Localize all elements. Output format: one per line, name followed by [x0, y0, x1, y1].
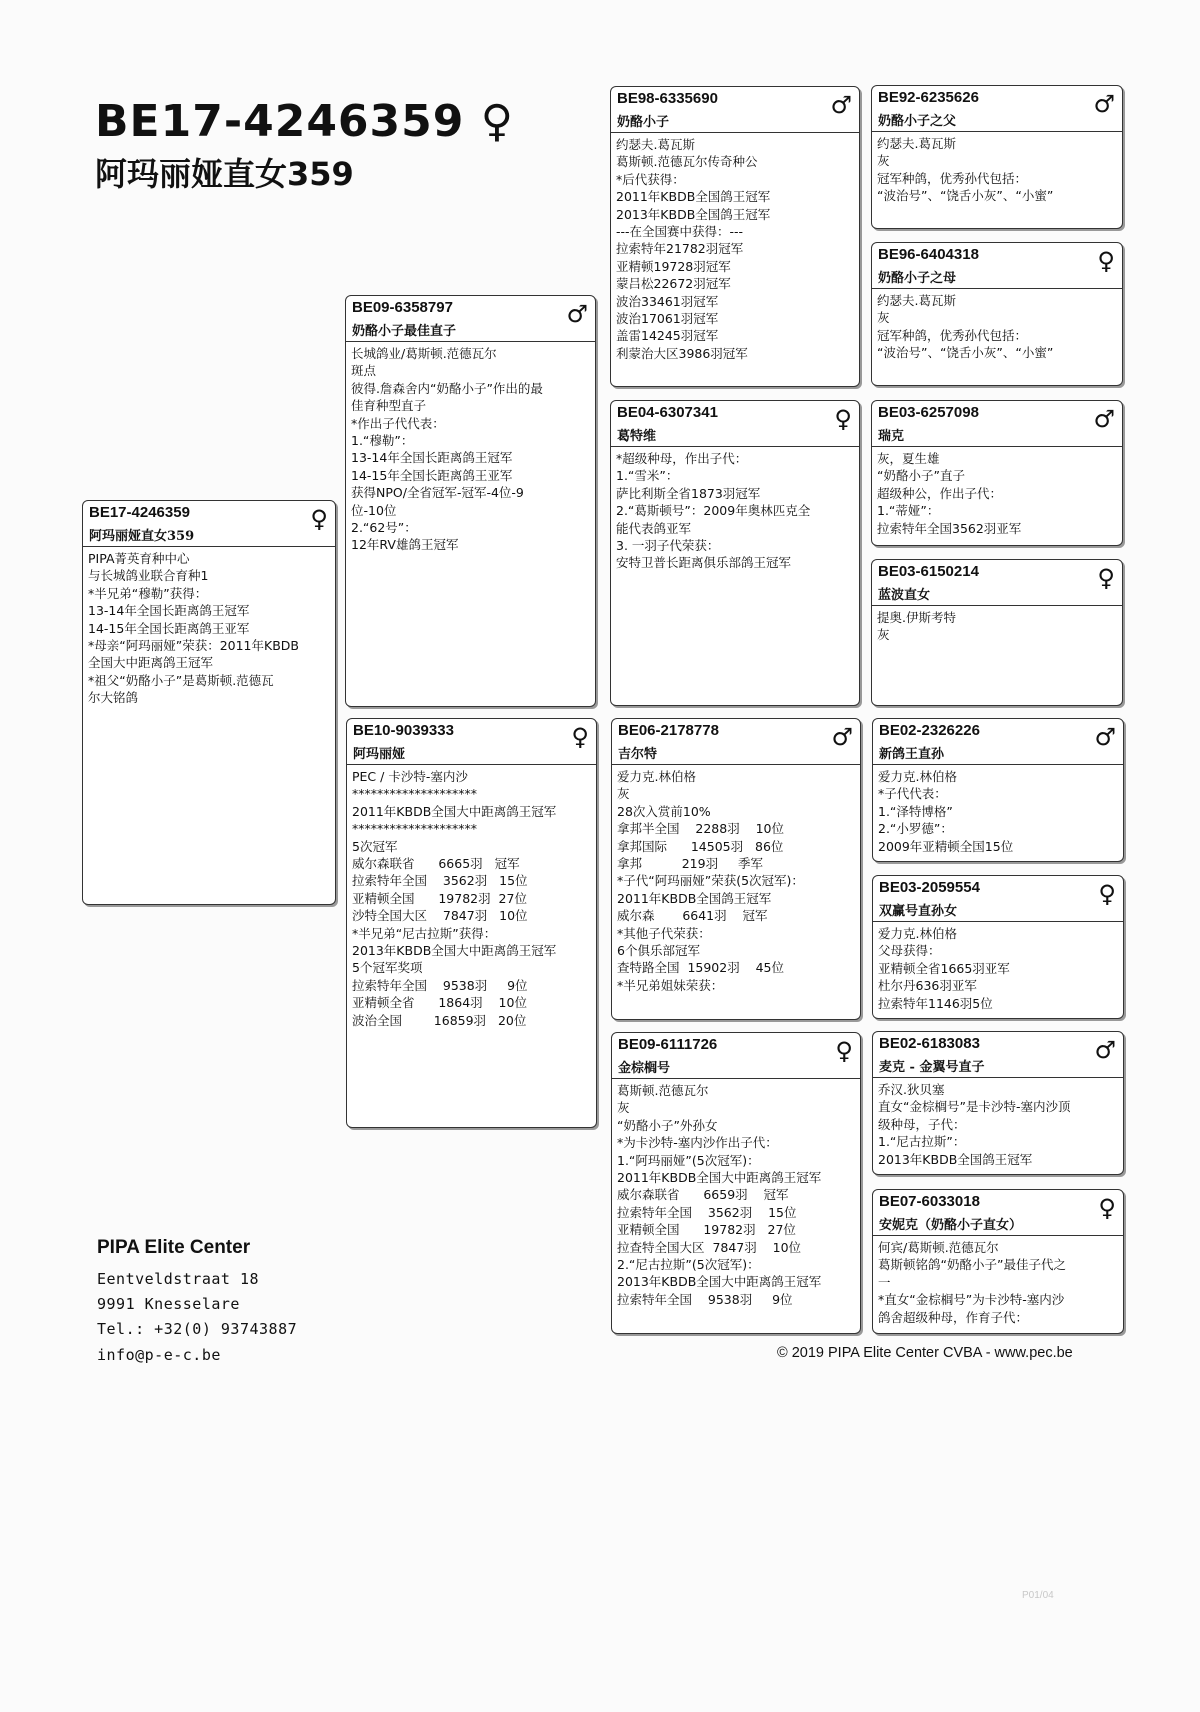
note-line: 亚精顿全省 1864羽 10位: [352, 995, 527, 1011]
note-line: ********************: [352, 821, 477, 837]
note-line: *超级种母，作出子代：: [616, 451, 748, 466]
note-line: *半兄弟“尼古拉斯”获得：: [352, 925, 497, 941]
note-line: 拉索特年21782羽冠军: [616, 241, 744, 257]
card-notes: [83, 547, 335, 709]
note-line: ********************: [352, 786, 477, 802]
note-line: 灰: [617, 1100, 630, 1116]
card-notes: [873, 1236, 1123, 1328]
note-line: *母亲“阿玛丽娅”荣获：2011年KBDB: [88, 638, 299, 654]
pedigree-card-sdd: [871, 559, 1123, 706]
note-line: 超级种公，作出子代：: [877, 485, 1003, 501]
ring-number: BE10-9039333: [353, 722, 454, 739]
note-line: 与长城鸽业联合育种1: [88, 568, 209, 584]
note-line: 佳育种型直子: [351, 398, 427, 414]
female-icon: ♀: [1098, 1194, 1116, 1222]
note-line: 约瑟夫.葛瓦斯: [877, 293, 956, 308]
card-notes: [873, 1078, 1123, 1170]
ring-number: BE03-6257098: [878, 404, 979, 421]
note-line: 拉查特全国大区 7847羽 10位: [617, 1239, 802, 1255]
ring-number: BE02-2326226: [879, 722, 980, 739]
pedigree-card-dam: [346, 718, 597, 1128]
note-line: 葛斯顿.范德瓦尔传奇种公: [616, 154, 758, 170]
note-line: PIPA菁英育种中心: [88, 551, 190, 566]
note-line: 2013年KBDB全国鸽王冠军: [616, 206, 771, 222]
note-line: *子代“阿玛丽娅”荣获(5次冠军)：: [617, 873, 804, 889]
page-code: P01/04: [1022, 1590, 1054, 1601]
note-line: 威尔森联省 6659羽 冠军: [617, 1187, 789, 1203]
note-line: *半兄弟姐妹荣获：: [617, 977, 724, 993]
note-line: 亚精顿19728羽冠军: [616, 258, 731, 274]
note-line: 1.“阿玛丽娅”(5次冠军)：: [617, 1152, 760, 1168]
note-line: 盖雷14245羽冠军: [616, 328, 719, 344]
card-notes: [872, 447, 1122, 539]
card-header: [873, 1032, 1123, 1078]
note-line: 3. 一羽子代荣获：: [616, 538, 720, 554]
note-line: *后代获得：: [616, 171, 685, 187]
ring-number: BE03-6150214: [878, 563, 979, 580]
note-line: 约瑟夫.葛瓦斯: [616, 137, 695, 152]
card-header: [83, 501, 335, 547]
female-icon: ♀: [310, 505, 328, 533]
note-line: 萨比利斯全省1873羽冠军: [616, 485, 761, 501]
female-icon: ♀: [571, 723, 589, 751]
pedigree-card-dds: [872, 1031, 1124, 1175]
note-line: 2013年KBDB全国大中距离鸽王冠军: [352, 943, 557, 959]
note-line: 5次冠军: [352, 838, 398, 854]
header-ring-number: BE17-4246359 ♀: [95, 96, 514, 147]
note-line: 2011年KBDB全国大中距离鸽王冠军: [617, 1170, 822, 1186]
ring-number: BE17-4246359: [89, 504, 190, 521]
note-line: “波治号”、“饶舌小灰”、“小蜜”: [877, 188, 1054, 204]
note-line: 威尔森联省 6665羽 冠军: [352, 856, 520, 872]
bird-name: 蓝波直女: [878, 588, 931, 603]
card-notes: [872, 132, 1122, 207]
card-notes: [873, 765, 1123, 857]
pedigree-card-sire-sire: [610, 86, 860, 387]
bird-name: 双赢号直孙女: [879, 904, 958, 919]
male-icon: ♂: [1093, 405, 1115, 433]
note-line: *祖父“奶酪小子”是葛斯顿.范德瓦: [88, 672, 274, 688]
note-line: 波治17061羽冠军: [616, 311, 719, 327]
female-icon: ♀: [1098, 880, 1116, 908]
pedigree-card-sds: [871, 400, 1123, 546]
note-line: 波治33461羽冠军: [616, 293, 719, 309]
card-header: [612, 1033, 860, 1079]
note-line: 13-14年全国长距离鸽王冠军: [88, 603, 250, 619]
bird-name: 新鸽王直孙: [879, 747, 945, 762]
pedigree-card-subject: [82, 500, 336, 905]
note-line: 1.“雪米”：: [616, 468, 679, 484]
card-header: [611, 401, 859, 447]
male-icon: ♂: [1094, 1036, 1116, 1064]
pedigree-card-dam-dam: [611, 1032, 861, 1334]
note-line: 1.“尼古拉斯”：: [878, 1134, 966, 1150]
bird-name: 吉尔特: [618, 747, 658, 762]
bird-name: 阿玛丽娅直女359: [89, 529, 195, 544]
note-line: 葛斯顿.范德瓦尔: [617, 1083, 709, 1098]
note-line: “波治号”、“饶舌小灰”、“小蜜”: [877, 345, 1054, 361]
card-header: [346, 296, 595, 342]
card-header: [873, 1190, 1123, 1236]
note-line: 12年RV雄鸽王冠军: [351, 537, 459, 553]
ring-number: BE98-6335690: [617, 90, 718, 107]
note-line: 级种母，子代：: [878, 1116, 966, 1132]
header-bird-name: 阿玛丽娅直女359: [95, 155, 354, 193]
note-line: 爱力克.林伯格: [878, 769, 957, 784]
note-line: *半兄弟“穆勒”获得：: [88, 585, 208, 601]
ring-number: BE09-6111726: [618, 1036, 718, 1053]
note-line: 14-15年全国长距离鸽王亚军: [351, 467, 513, 483]
note-line: 灰: [877, 627, 890, 643]
note-line: 2.“62号”：: [351, 520, 417, 536]
note-line: 拉索特年全国 3562羽 15位: [352, 873, 528, 889]
note-line: 2.“小罗德”：: [878, 821, 953, 837]
male-icon: ♂: [831, 723, 853, 751]
copyright-notice: © 2019 PIPA Elite Center CVBA - www.pec.be: [777, 1345, 1073, 1361]
note-line: 亚精顿全国 19782羽 27位: [617, 1222, 796, 1238]
note-line: 1.“泽特博格”: [878, 803, 953, 819]
note-line: 2011年KBDB全国鸽王冠军: [617, 890, 772, 906]
male-icon: ♂: [566, 300, 588, 328]
note-line: 蒙吕松22672羽冠军: [616, 276, 731, 292]
card-notes: [346, 342, 595, 556]
bird-name: 阿玛丽娅: [353, 747, 406, 762]
ring-number: BE04-6307341: [617, 404, 718, 421]
note-line: 1.“蒂娅”：: [877, 503, 940, 519]
note-line: 何宾/葛斯顿.范德瓦尔: [878, 1240, 999, 1255]
bird-name: 奶酪小子最佳直子: [352, 324, 457, 339]
bird-name: 安妮克（奶酪小子直女）: [879, 1218, 1023, 1233]
bird-name: 奶酪小子: [617, 115, 670, 130]
ring-number: BE02-6183083: [879, 1035, 980, 1052]
bird-name: 奶酪小子之母: [878, 271, 957, 286]
card-header: [873, 876, 1123, 922]
ring-number: BE07-6033018: [879, 1193, 980, 1210]
card-header: [872, 86, 1122, 132]
bird-name: 麦克 - 金翼号直子: [879, 1060, 985, 1075]
note-line: 提奥.伊斯考特: [877, 610, 956, 625]
note-line: 拉索特年全国 3562羽 15位: [617, 1204, 797, 1220]
note-line: 灰，夏生雄: [877, 451, 940, 466]
note-line: 全国大中距离鸽王冠军: [88, 655, 214, 671]
note-line: 利蒙治大区3986羽冠军: [616, 345, 748, 361]
card-notes: [612, 1079, 860, 1310]
note-line: 能代表鸽亚军: [616, 520, 692, 536]
female-icon: ♀: [1097, 564, 1115, 592]
card-header: [872, 243, 1122, 289]
note-line: 乔汉.狄贝塞: [878, 1082, 945, 1097]
card-header: [612, 719, 860, 765]
note-line: 2011年KBDB全国鸽王冠军: [616, 189, 771, 205]
bird-name: 金棕榈号: [618, 1061, 671, 1076]
note-line: 28次入赏前10%: [617, 803, 711, 819]
pedigree-card-ssd: [871, 242, 1123, 386]
note-line: 2011年KBDB全国大中距离鸽王冠军: [352, 803, 557, 819]
card-notes: [347, 765, 596, 1031]
note-line: 亚精顿全国 19782羽 27位: [352, 890, 527, 906]
card-notes: [611, 133, 859, 364]
address-city: 9991 Knesselare: [97, 1295, 240, 1313]
note-line: 拉索特年全国 9538羽 9位: [352, 977, 528, 993]
pedigree-card-ddd: [872, 1189, 1124, 1334]
note-line: 沙特全国大区 7847羽 10位: [352, 908, 528, 924]
pedigree-card-dss: [872, 718, 1124, 862]
note-line: 1.“穆勒”：: [351, 433, 414, 449]
note-line: 波治全国 16859羽 20位: [352, 1012, 527, 1028]
note-line: 彼得.詹森舍内“奶酪小子”作出的最: [351, 380, 543, 396]
note-line: 位-10位: [351, 502, 397, 518]
note-line: 斑点: [351, 363, 377, 379]
bird-name: 瑞克: [878, 429, 905, 444]
bird-name: 奶酪小子之父: [878, 114, 957, 129]
note-line: *子代代表：: [878, 786, 947, 802]
pedigree-header: [95, 96, 514, 195]
note-line: 威尔森 6641羽 冠军: [617, 908, 768, 924]
male-icon: ♂: [1094, 723, 1116, 751]
ring-number: BE06-2178778: [618, 722, 719, 739]
pedigree-card-sire: [345, 295, 596, 707]
note-line: 2.“葛斯顿号”：2009年奥林匹克全: [616, 503, 811, 519]
note-line: 冠军种鸽，优秀孙代包括：: [877, 170, 1028, 186]
note-line: 父母获得：: [878, 943, 941, 959]
note-line: ---在全国赛中获得：---: [616, 224, 744, 240]
card-notes: [872, 289, 1122, 364]
note-line: 直女“金棕榈号”是卡沙特-塞内沙顶: [878, 1099, 1071, 1115]
ring-number: BE09-6358797: [352, 299, 453, 316]
ring-number: BE96-6404318: [878, 246, 979, 263]
note-line: 长城鸽业/葛斯顿.范德瓦尔: [351, 346, 497, 361]
ring-number: BE92-6235626: [878, 89, 979, 106]
note-line: 约瑟夫.葛瓦斯: [877, 136, 956, 151]
male-icon: ♂: [1093, 90, 1115, 118]
bird-name: 葛特维: [617, 429, 657, 444]
note-line: 获得NPO/全省冠军-冠军-4位-9: [351, 485, 524, 501]
card-header: [611, 87, 859, 133]
male-icon: ♂: [830, 91, 852, 119]
note-line: 灰: [617, 786, 630, 802]
note-line: 安特卫普长距离俱乐部鸽王冠军: [616, 555, 792, 571]
card-header: [872, 401, 1122, 447]
note-line: 2009年亚精顿全国15位: [878, 838, 1014, 854]
card-header: [872, 560, 1122, 606]
note-line: *为卡沙特-塞内沙作出子代：: [617, 1135, 778, 1151]
note-line: 爱力克.林伯格: [878, 926, 957, 941]
card-notes: [872, 606, 1122, 646]
note-line: 拉索特年全国 9538羽 9位: [617, 1291, 793, 1307]
note-line: 6个俱乐部冠军: [617, 943, 700, 959]
note-line: 2.“尼古拉斯”(5次冠军)：: [617, 1257, 760, 1273]
address-phone: Tel.: +32(0) 93743887: [97, 1320, 298, 1338]
note-line: 拿邦半全国 2288羽 10位: [617, 821, 785, 837]
card-notes: [612, 765, 860, 996]
note-line: 杜尔丹636羽亚军: [878, 978, 977, 994]
female-icon: ♀: [834, 405, 852, 433]
female-icon: ♀: [835, 1037, 853, 1065]
note-line: 一: [878, 1274, 891, 1290]
note-line: 13-14年全国长距离鸽王冠军: [351, 450, 513, 466]
note-line: 拉索特年1146羽5位: [878, 995, 993, 1011]
note-line: 14-15年全国长距离鸽王亚军: [88, 620, 250, 636]
address-street: Eentveldstraat 18: [97, 1270, 260, 1288]
note-line: PEC / 卡沙特-塞内沙: [352, 769, 468, 784]
pedigree-card-sss: [871, 85, 1123, 229]
note-line: *其他子代荣获：: [617, 925, 711, 941]
note-line: 灰: [877, 153, 890, 169]
note-line: 5个冠军奖项: [352, 960, 423, 976]
note-line: *作出子代代表：: [351, 415, 445, 431]
pedigree-card-dsd: [872, 875, 1124, 1019]
note-line: 2013年KBDB全国大中距离鸽王冠军: [617, 1274, 822, 1290]
address-email[interactable]: info@p-e-c.be: [97, 1346, 221, 1364]
note-line: 爱力克.林伯格: [617, 769, 696, 784]
note-line: 灰: [877, 310, 890, 326]
breeder-name: PIPA Elite Center: [97, 1237, 251, 1258]
note-line: 拿邦 219羽 季军: [617, 856, 763, 872]
pedigree-card-dam-sire: [611, 718, 861, 1020]
card-notes: [611, 447, 859, 574]
note-line: 拉索特年全国3562羽亚军: [877, 520, 1022, 536]
female-icon: ♀: [1097, 247, 1115, 275]
note-line: 冠军种鸽，优秀孙代包括：: [877, 327, 1028, 343]
card-notes: [873, 922, 1123, 1014]
note-line: 查特路全国 15902羽 45位: [617, 960, 785, 976]
note-line: 2013年KBDB全国鸽王冠军: [878, 1151, 1033, 1167]
note-line: 葛斯顿铭鸽“奶酪小子”最佳子代之: [878, 1257, 1066, 1273]
note-line: *直女“金棕榈号”为卡沙特-塞内沙: [878, 1292, 1065, 1308]
note-line: 尔大铭鸽: [88, 690, 139, 706]
note-line: “奶酪小子”直子: [877, 468, 965, 484]
pedigree-card-sire-dam: [610, 400, 860, 706]
card-header: [347, 719, 596, 765]
note-line: 拿邦国际 14505羽 86位: [617, 838, 784, 854]
ring-number: BE03-2059554: [879, 879, 980, 896]
card-header: [873, 719, 1123, 765]
note-line: “奶酪小子”外孙女: [617, 1117, 718, 1133]
note-line: 鸽舍超级种母，作育子代：: [878, 1309, 1029, 1325]
note-line: 亚精顿全省1665羽亚军: [878, 960, 1010, 976]
